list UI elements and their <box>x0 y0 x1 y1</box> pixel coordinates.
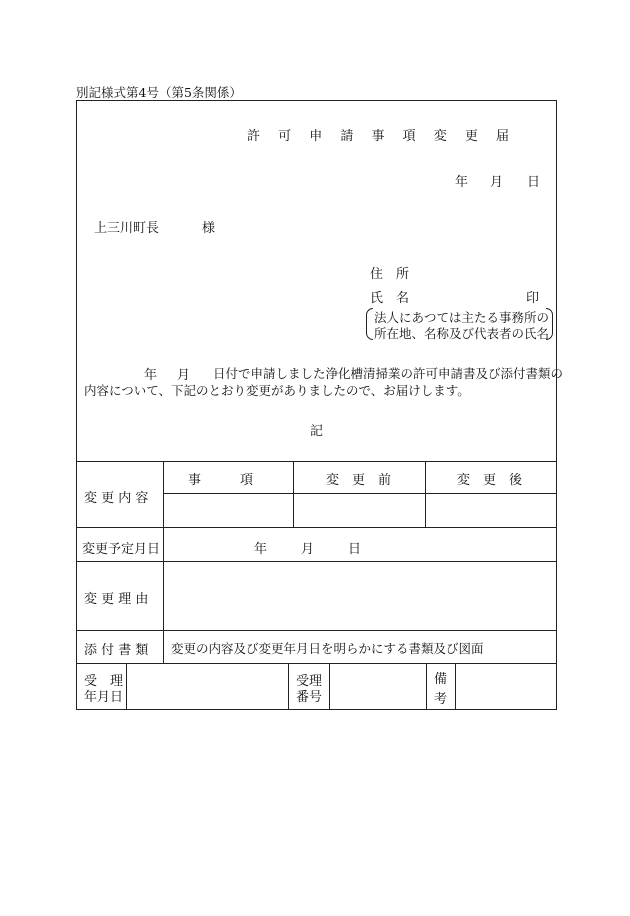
attachment-value: 変更の内容及び変更年月日を明らかにする書類及び図面 <box>171 641 484 656</box>
rule-attachment-bottom <box>76 663 557 664</box>
planned-date-year: 年 <box>254 542 268 557</box>
date-month: 月 <box>490 175 504 190</box>
label-column-divider <box>163 461 164 663</box>
col-header-item: 事 項 <box>188 473 254 488</box>
body-date-year: 年 <box>144 368 158 383</box>
footer-divider-3 <box>329 663 330 710</box>
form-label: 別記様式第4号（第5条関係） <box>76 85 242 100</box>
receipt-number-label-line2: 番号 <box>296 690 323 705</box>
date-year: 年 <box>455 175 469 190</box>
col-divider-item-before <box>293 461 294 527</box>
seal-mark: 印 <box>526 291 540 306</box>
remarks-label-line2: 考 <box>434 692 448 707</box>
planned-date-month: 月 <box>301 542 315 557</box>
applicant-note-line2: 所在地、名称及び代表者の氏名 <box>374 326 550 341</box>
ki-heading: 記 <box>310 424 324 439</box>
body-text-line2: 内容について、下記のとおり変更がありましたので、お届けします。 <box>84 383 470 398</box>
remarks-label-line1: 備 <box>434 672 448 687</box>
applicant-address-label: 住 所 <box>370 267 410 282</box>
col-header-before: 変 更 前 <box>326 473 392 488</box>
footer-divider-1 <box>126 663 127 710</box>
applicant-note-line1: 法人にあつては主たる事務所の <box>374 310 550 325</box>
body-date-month: 月 <box>177 368 191 383</box>
addressee-name: 上三川町長 <box>94 221 160 236</box>
body-text-line1: 日付で申請しました浄化槽清掃業の許可申請書及び添付書類の <box>213 366 564 381</box>
footer-divider-5 <box>455 663 456 710</box>
change-content-label: 変 更 内 容 <box>84 491 149 506</box>
col-divider-before-after <box>425 461 426 527</box>
planned-date-day: 日 <box>348 542 362 557</box>
applicant-name-label: 氏 名 <box>370 291 410 306</box>
form-frame <box>76 100 557 710</box>
footer-divider-2 <box>288 663 289 710</box>
receipt-date-label-line1: 受 理 <box>84 674 124 689</box>
addressee-honorific: 様 <box>202 221 216 236</box>
table-header-rule <box>163 493 557 494</box>
attachment-label: 添 付 書 類 <box>84 643 149 658</box>
planned-date-label: 変更予定月日 <box>82 542 161 557</box>
rule-change-content-bottom <box>76 527 557 528</box>
footer-divider-4 <box>426 663 427 710</box>
rule-reason-bottom <box>76 630 557 631</box>
note-bracket-left <box>366 308 373 340</box>
receipt-date-label-line2: 年月日 <box>84 690 124 705</box>
table-top-rule <box>76 461 557 462</box>
rule-planned-date-bottom <box>76 561 557 562</box>
col-header-after: 変 更 後 <box>457 473 523 488</box>
document-title: 許 可 申 請 事 項 変 更 届 <box>247 129 517 144</box>
change-reason-label: 変 更 理 由 <box>84 592 149 607</box>
receipt-number-label-line1: 受理 <box>296 674 323 689</box>
date-day: 日 <box>527 175 541 190</box>
